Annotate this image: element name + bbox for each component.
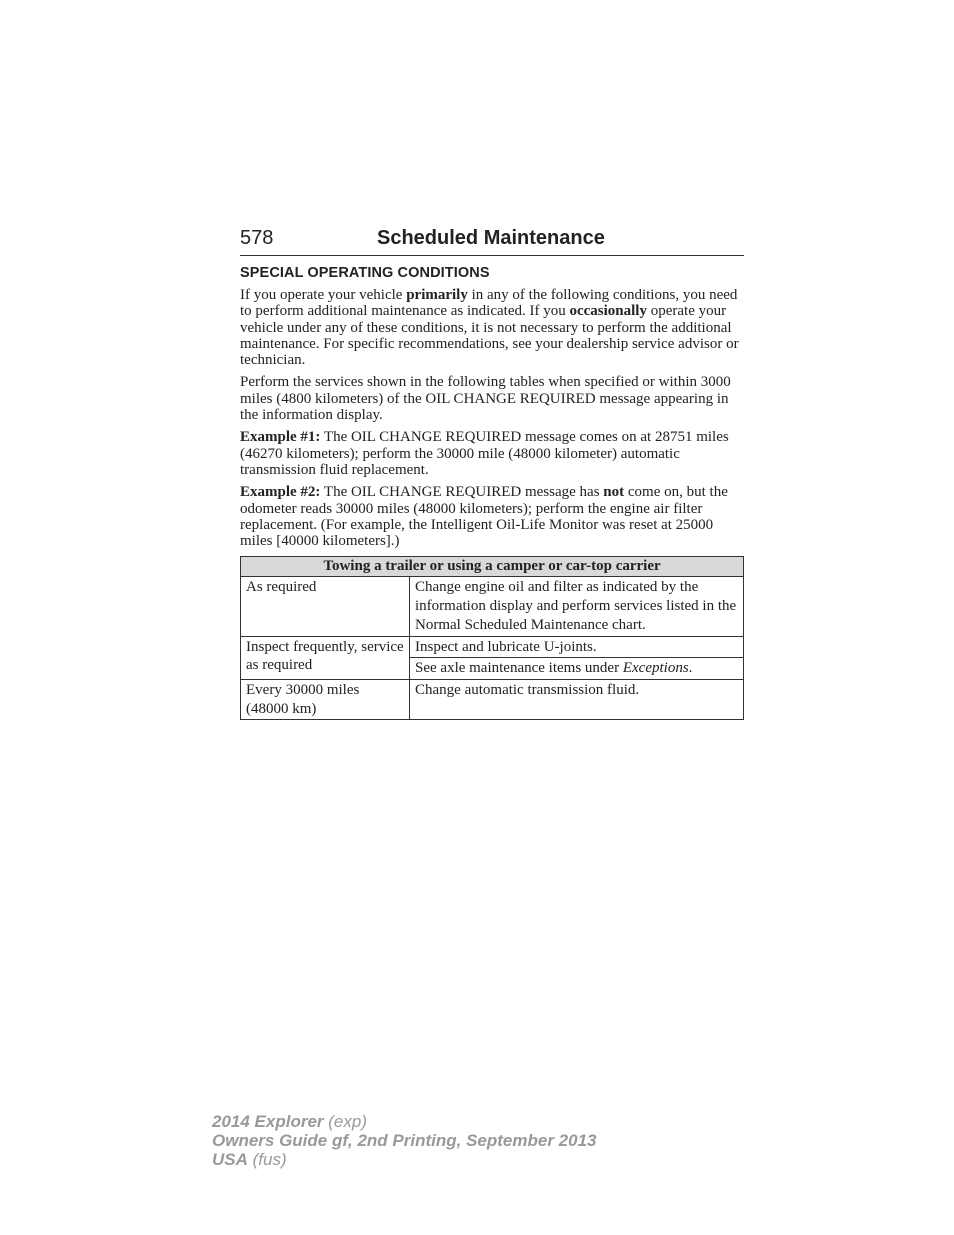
page-header [240,227,744,256]
action-cell: Inspect and lubricate U-joints. [410,636,744,658]
example-1-text: The OIL CHANGE REQUIRED message comes on at 28751 miles (46270 kilometers); perform the 30000 mile (48000 kilometer) automatic transmission fluid replacement. [240,429,729,478]
footer-market-code: (fus) [252,1150,287,1169]
example-1-paragraph [240,429,744,478]
interval-cell: Inspect frequently, service as required [241,636,410,679]
exceptions-reference: Exceptions [622,660,689,677]
footer-line-model [212,1112,596,1131]
example-2-bold-not: not [603,484,625,501]
services-paragraph: Perform the services shown in the following tables when specified or within 3000 miles (4800 kilometers) of the OIL CHANGE REQUIRED message appearing in the information display. [240,374,731,424]
axle-text-end: . [688,660,693,677]
action-cell: Change engine oil and filter as indicated by the information display and perform services listed in the Normal Scheduled Maintenance chart. [410,577,744,636]
example-1-label: Example #1: [240,429,321,446]
action-cell: Change automatic transmission fluid. [410,679,744,719]
table-row [241,577,744,636]
footer-model-code: (exp) [328,1112,367,1131]
intro-text-3: operate your vehicle under any of these conditions, it is not necessary to perform the additional maintenance. For specific recommendations, see your dealership service advisor or technician. [240,303,739,369]
chapter-title: Scheduled Maintenance [377,227,605,249]
example-2-text-2: come on, but the odometer reads 30000 miles (48000 kilometers); perform the engine air filter replacement. (For example, the Intelligent Oil-Life Monitor was reset at 25000 miles [40000 kilometers].) [240,484,728,550]
axle-text: See axle maintenance items under [415,660,623,677]
footer-line-market [212,1150,596,1169]
example-2-paragraph [240,484,744,549]
intro-paragraph [240,287,744,368]
table-row [241,679,744,719]
example-2-text-1: The OIL CHANGE REQUIRED message has [320,484,604,501]
page-number: 578 [240,227,274,249]
intro-text-1: If you operate your vehicle [240,287,407,303]
interval-cell: Every 30000 miles (48000 km) [241,679,410,719]
page-content [240,227,744,720]
footer-guide: Owners Guide gf, 2nd Printing, September 2013 [212,1131,597,1150]
intro-bold-occasionally: occasionally [569,303,647,320]
maintenance-table [240,556,744,720]
table-header-row [241,557,744,577]
interval-cell: As required [241,577,410,636]
table-header: Towing a trailer or using a camper or car-top carrier [241,557,744,577]
footer-line-guide [212,1131,596,1150]
footer-model: 2014 Explorer [212,1112,324,1131]
intro-bold-primarily: primarily [406,287,468,303]
page-footer [212,1112,596,1169]
intro-text-2: in any of the following conditions, you need to perform additional maintenance as indicated. If you [240,287,738,320]
table-row [241,636,744,658]
action-cell [410,658,744,680]
example-2-label: Example #2: [240,484,321,501]
section-title: SPECIAL OPERATING CONDITIONS [240,265,490,281]
footer-market: USA [212,1150,248,1169]
